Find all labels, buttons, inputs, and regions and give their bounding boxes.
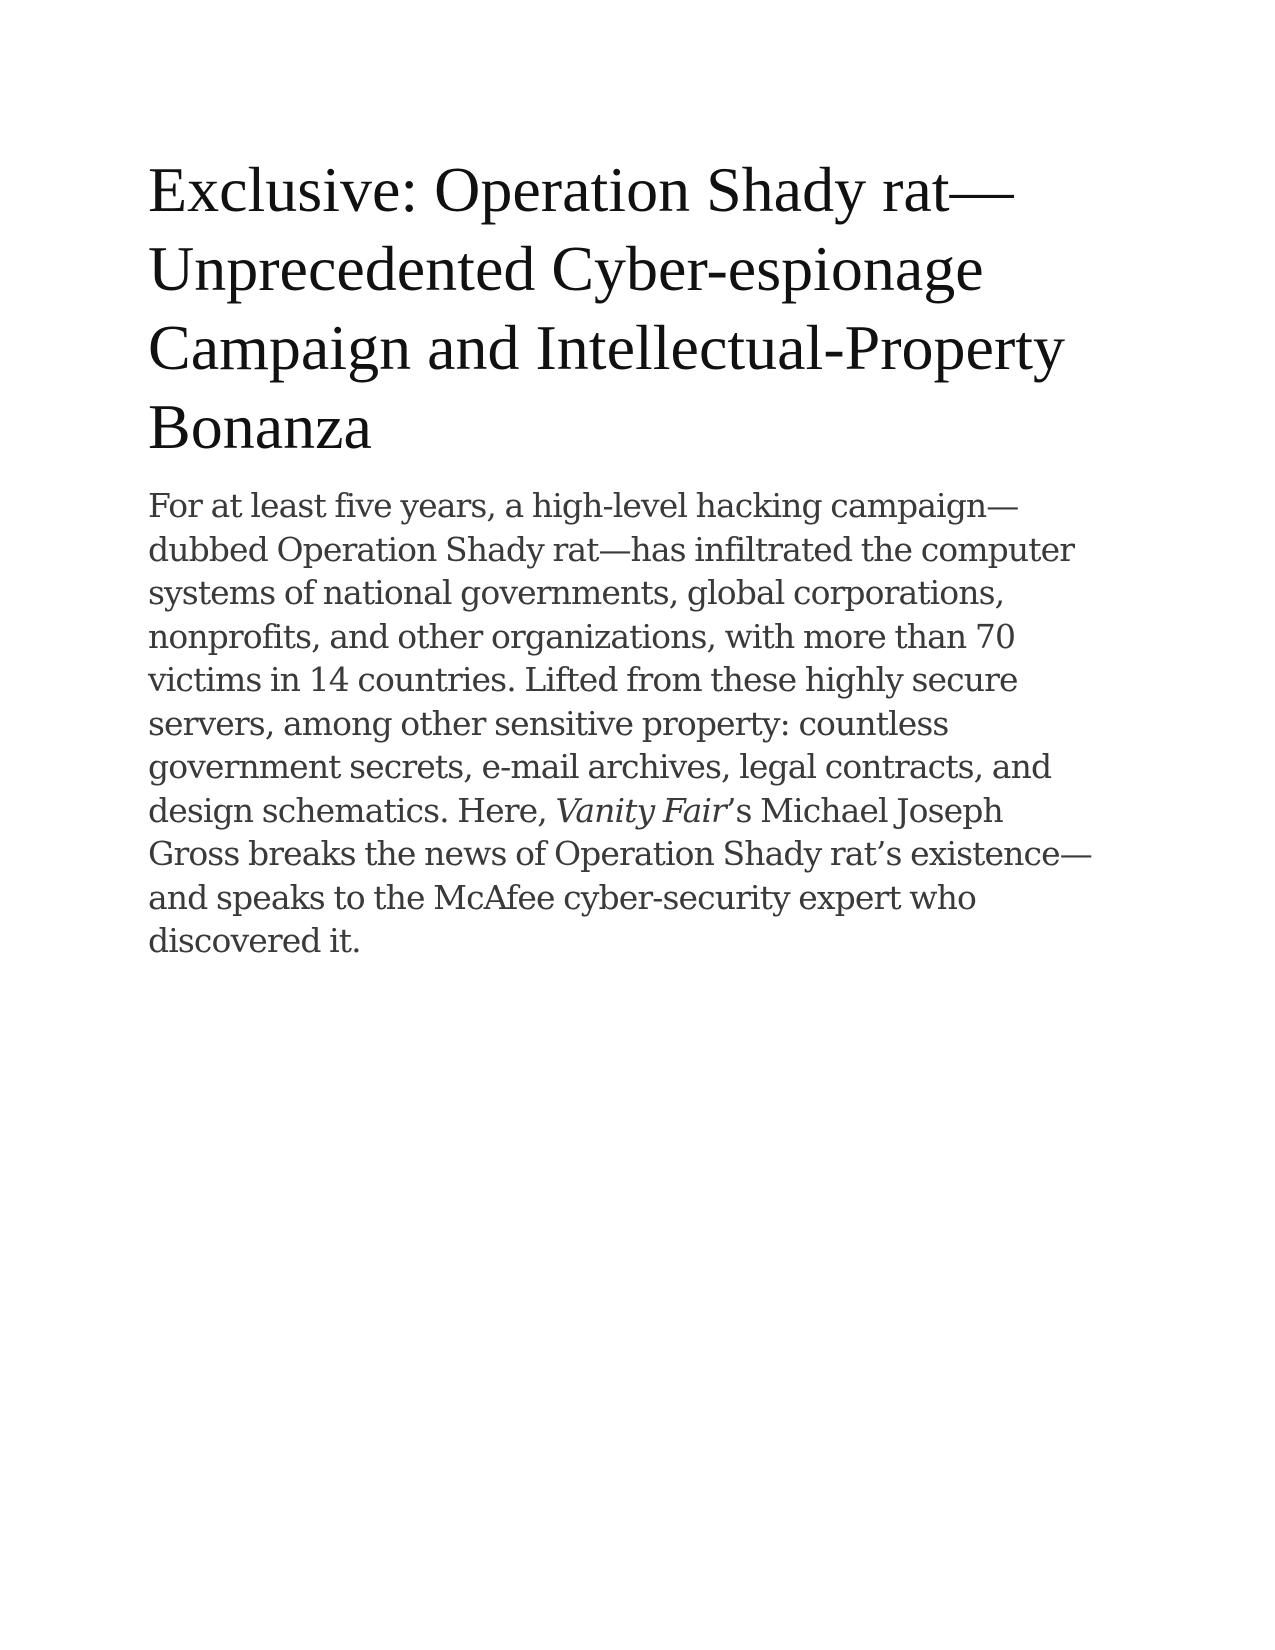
dek-line [148, 789, 1133, 833]
article [148, 150, 1133, 963]
dek-line: and speaks to the McAfee cyber-security expert who [148, 877, 976, 917]
article-headline [148, 150, 1133, 466]
headline-line: Unprecedented Cyber-espionage [148, 233, 984, 304]
headline-line: Bonanza [148, 391, 372, 462]
publication-name: Vanity Fair [555, 790, 726, 830]
dek-line: servers, among other sensitive property: countless [148, 703, 949, 743]
article-dek [148, 484, 1133, 963]
dek-line: systems of national governments, global corporations, [148, 573, 1005, 612]
dek-line: dubbed Operation Shady rat—has infiltrated the computer [148, 529, 1075, 569]
dek-line: government secrets, e-mail archives, legal contracts, and [148, 747, 1052, 786]
dek-line: victims in 14 countries. Lifted from these highly secure [148, 660, 1018, 699]
dek-text: design schematics. Here, [148, 790, 556, 830]
dek-line: nonprofits, and other organizations, with more than 70 [148, 616, 1016, 656]
headline-line: Campaign and Intellectual-Property [148, 312, 1066, 383]
dek-line: discovered it. [148, 921, 361, 960]
dek-line: For at least five years, a high-level hacking campaign— [148, 486, 1019, 525]
dek-line: Gross breaks the news of Operation Shady rat’s existence— [148, 834, 1092, 873]
headline-line: Exclusive: Operation Shady rat— [148, 154, 1014, 225]
dek-text: ’s Michael Joseph [725, 790, 1003, 830]
